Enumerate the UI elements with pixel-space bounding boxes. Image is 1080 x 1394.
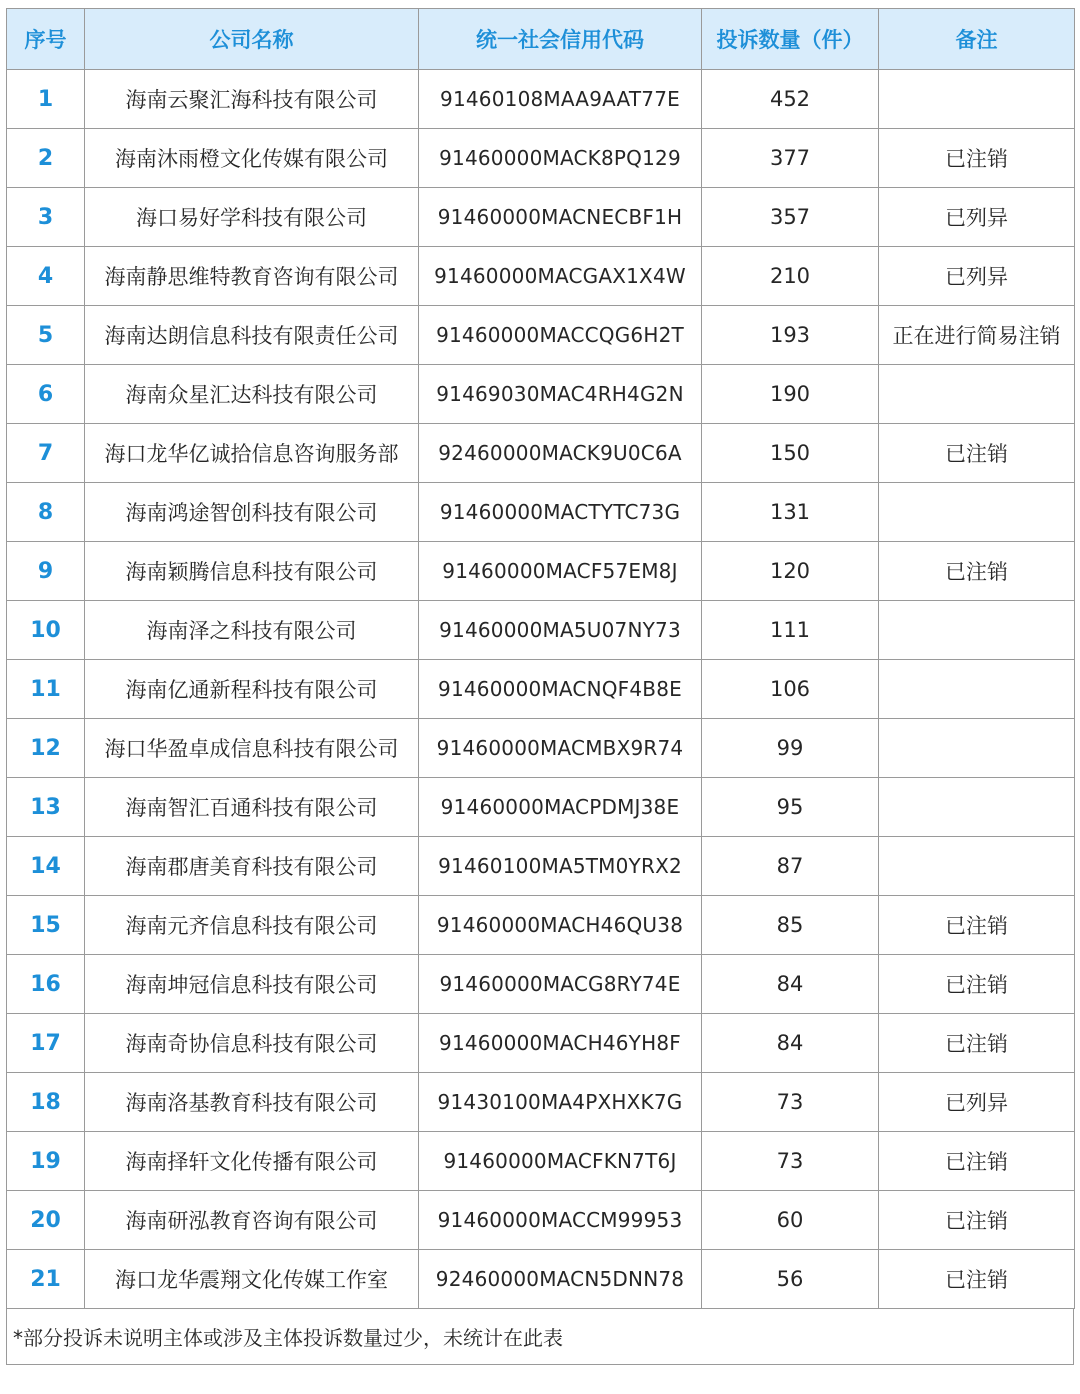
cell-credit-code: 91430100MA4PXHXK7G xyxy=(419,1073,702,1132)
cell-no: 14 xyxy=(7,837,85,896)
cell-no: 7 xyxy=(7,424,85,483)
cell-company: 海南泽之科技有限公司 xyxy=(85,601,419,660)
cell-complaint-count: 193 xyxy=(702,306,879,365)
cell-company: 海口易好学科技有限公司 xyxy=(85,188,419,247)
cell-company: 海南研泓教育咨询有限公司 xyxy=(85,1191,419,1250)
cell-remark: 已注销 xyxy=(879,424,1075,483)
header-row xyxy=(7,9,1075,70)
cell-company: 海南郡唐美育科技有限公司 xyxy=(85,837,419,896)
cell-complaint-count: 120 xyxy=(702,542,879,601)
cell-credit-code: 91460000MACH46YH8F xyxy=(419,1014,702,1073)
cell-complaint-count: 60 xyxy=(702,1191,879,1250)
cell-remark xyxy=(879,778,1075,837)
cell-no: 13 xyxy=(7,778,85,837)
cell-no: 21 xyxy=(7,1250,85,1309)
cell-complaint-count: 377 xyxy=(702,129,879,188)
table-row xyxy=(7,1132,1075,1191)
cell-company: 海南达朗信息科技有限责任公司 xyxy=(85,306,419,365)
cell-remark: 已列异 xyxy=(879,1073,1075,1132)
cell-company: 海口龙华亿诚拾信息咨询服务部 xyxy=(85,424,419,483)
header-remark: 备注 xyxy=(879,9,1075,70)
cell-company: 海南颖腾信息科技有限公司 xyxy=(85,542,419,601)
cell-complaint-count: 84 xyxy=(702,955,879,1014)
cell-remark: 已注销 xyxy=(879,896,1075,955)
cell-complaint-count: 99 xyxy=(702,719,879,778)
cell-complaint-count: 210 xyxy=(702,247,879,306)
cell-credit-code: 91469030MAC4RH4G2N xyxy=(419,365,702,424)
cell-complaint-count: 150 xyxy=(702,424,879,483)
cell-credit-code: 91460000MACTYTC73G xyxy=(419,483,702,542)
cell-company: 海南智汇百通科技有限公司 xyxy=(85,778,419,837)
cell-credit-code: 91460000MACF57EM8J xyxy=(419,542,702,601)
cell-remark: 已注销 xyxy=(879,542,1075,601)
cell-no: 3 xyxy=(7,188,85,247)
table-row xyxy=(7,601,1075,660)
cell-complaint-count: 106 xyxy=(702,660,879,719)
cell-company: 海南奇协信息科技有限公司 xyxy=(85,1014,419,1073)
cell-company: 海南元齐信息科技有限公司 xyxy=(85,896,419,955)
table-row xyxy=(7,424,1075,483)
cell-credit-code: 92460000MACN5DNN78 xyxy=(419,1250,702,1309)
table-header xyxy=(7,9,1075,70)
cell-no: 9 xyxy=(7,542,85,601)
cell-complaint-count: 95 xyxy=(702,778,879,837)
cell-no: 18 xyxy=(7,1073,85,1132)
cell-credit-code: 91460000MACK8PQ129 xyxy=(419,129,702,188)
table-row xyxy=(7,837,1075,896)
cell-credit-code: 91460000MACNQF4B8E xyxy=(419,660,702,719)
complaint-table-sheet xyxy=(6,8,1074,1365)
cell-company: 海口华盈卓成信息科技有限公司 xyxy=(85,719,419,778)
cell-credit-code: 91460000MACCQG6H2T xyxy=(419,306,702,365)
cell-remark: 已注销 xyxy=(879,1191,1075,1250)
cell-credit-code: 91460000MACGAX1X4W xyxy=(419,247,702,306)
cell-credit-code: 91460000MACMBX9R74 xyxy=(419,719,702,778)
cell-no: 12 xyxy=(7,719,85,778)
cell-remark: 已注销 xyxy=(879,1250,1075,1309)
cell-remark xyxy=(879,837,1075,896)
cell-credit-code: 91460000MACNECBF1H xyxy=(419,188,702,247)
cell-complaint-count: 190 xyxy=(702,365,879,424)
cell-no: 6 xyxy=(7,365,85,424)
table-row xyxy=(7,719,1075,778)
table-row xyxy=(7,306,1075,365)
table-row xyxy=(7,129,1075,188)
cell-complaint-count: 111 xyxy=(702,601,879,660)
cell-credit-code: 91460000MA5U07NY73 xyxy=(419,601,702,660)
cell-remark xyxy=(879,483,1075,542)
cell-no: 1 xyxy=(7,70,85,129)
cell-complaint-count: 87 xyxy=(702,837,879,896)
cell-complaint-count: 85 xyxy=(702,896,879,955)
cell-company: 海南坤冠信息科技有限公司 xyxy=(85,955,419,1014)
cell-remark xyxy=(879,660,1075,719)
table-row xyxy=(7,247,1075,306)
cell-company: 海南云聚汇海科技有限公司 xyxy=(85,70,419,129)
table-row xyxy=(7,896,1075,955)
cell-credit-code: 91460000MACPDMJ38E xyxy=(419,778,702,837)
header-count: 投诉数量（件） xyxy=(702,9,879,70)
cell-company: 海南众星汇达科技有限公司 xyxy=(85,365,419,424)
cell-credit-code: 91460000MACFKN7T6J xyxy=(419,1132,702,1191)
cell-remark: 已注销 xyxy=(879,955,1075,1014)
cell-remark xyxy=(879,601,1075,660)
cell-no: 11 xyxy=(7,660,85,719)
cell-no: 15 xyxy=(7,896,85,955)
cell-no: 8 xyxy=(7,483,85,542)
cell-no: 17 xyxy=(7,1014,85,1073)
cell-company: 海南沐雨橙文化传媒有限公司 xyxy=(85,129,419,188)
table-row xyxy=(7,188,1075,247)
cell-company: 海南静思维特教育咨询有限公司 xyxy=(85,247,419,306)
table-row xyxy=(7,483,1075,542)
cell-credit-code: 91460100MA5TM0YRX2 xyxy=(419,837,702,896)
cell-no: 4 xyxy=(7,247,85,306)
table-row xyxy=(7,1250,1075,1309)
cell-company: 海南鸿途智创科技有限公司 xyxy=(85,483,419,542)
cell-remark: 已列异 xyxy=(879,247,1075,306)
cell-no: 20 xyxy=(7,1191,85,1250)
table-row xyxy=(7,660,1075,719)
cell-company: 海南洛基教育科技有限公司 xyxy=(85,1073,419,1132)
cell-company: 海南择轩文化传播有限公司 xyxy=(85,1132,419,1191)
cell-complaint-count: 73 xyxy=(702,1132,879,1191)
cell-complaint-count: 84 xyxy=(702,1014,879,1073)
cell-credit-code: 91460108MAA9AAT77E xyxy=(419,70,702,129)
cell-remark: 已注销 xyxy=(879,1132,1075,1191)
cell-credit-code: 91460000MACH46QU38 xyxy=(419,896,702,955)
footnote xyxy=(6,1309,1074,1365)
cell-complaint-count: 56 xyxy=(702,1250,879,1309)
cell-company: 海口龙华震翔文化传媒工作室 xyxy=(85,1250,419,1309)
cell-remark: 已注销 xyxy=(879,129,1075,188)
table-row xyxy=(7,955,1075,1014)
cell-complaint-count: 73 xyxy=(702,1073,879,1132)
cell-complaint-count: 452 xyxy=(702,70,879,129)
header-no: 序号 xyxy=(7,9,85,70)
table-body xyxy=(7,70,1075,1309)
cell-remark: 已列异 xyxy=(879,188,1075,247)
cell-remark xyxy=(879,719,1075,778)
table-row xyxy=(7,1191,1075,1250)
cell-remark: 正在进行简易注销 xyxy=(879,306,1075,365)
cell-credit-code: 92460000MACK9U0C6A xyxy=(419,424,702,483)
cell-credit-code: 91460000MACG8RY74E xyxy=(419,955,702,1014)
cell-no: 19 xyxy=(7,1132,85,1191)
cell-no: 16 xyxy=(7,955,85,1014)
cell-remark xyxy=(879,365,1075,424)
cell-company: 海南亿通新程科技有限公司 xyxy=(85,660,419,719)
header-company: 公司名称 xyxy=(85,9,419,70)
cell-complaint-count: 357 xyxy=(702,188,879,247)
cell-no: 2 xyxy=(7,129,85,188)
table-row xyxy=(7,365,1075,424)
cell-complaint-count: 131 xyxy=(702,483,879,542)
table-row xyxy=(7,542,1075,601)
footnote-text: *部分投诉未说明主体或涉及主体投诉数量过少，未统计在此表 xyxy=(13,1326,563,1350)
table-row xyxy=(7,778,1075,837)
table-row xyxy=(7,1014,1075,1073)
table-row xyxy=(7,70,1075,129)
cell-remark: 已注销 xyxy=(879,1014,1075,1073)
cell-credit-code: 91460000MACCM99953 xyxy=(419,1191,702,1250)
cell-remark xyxy=(879,70,1075,129)
cell-no: 10 xyxy=(7,601,85,660)
header-code: 统一社会信用代码 xyxy=(419,9,702,70)
complaint-table xyxy=(6,8,1075,1309)
cell-no: 5 xyxy=(7,306,85,365)
table-row xyxy=(7,1073,1075,1132)
